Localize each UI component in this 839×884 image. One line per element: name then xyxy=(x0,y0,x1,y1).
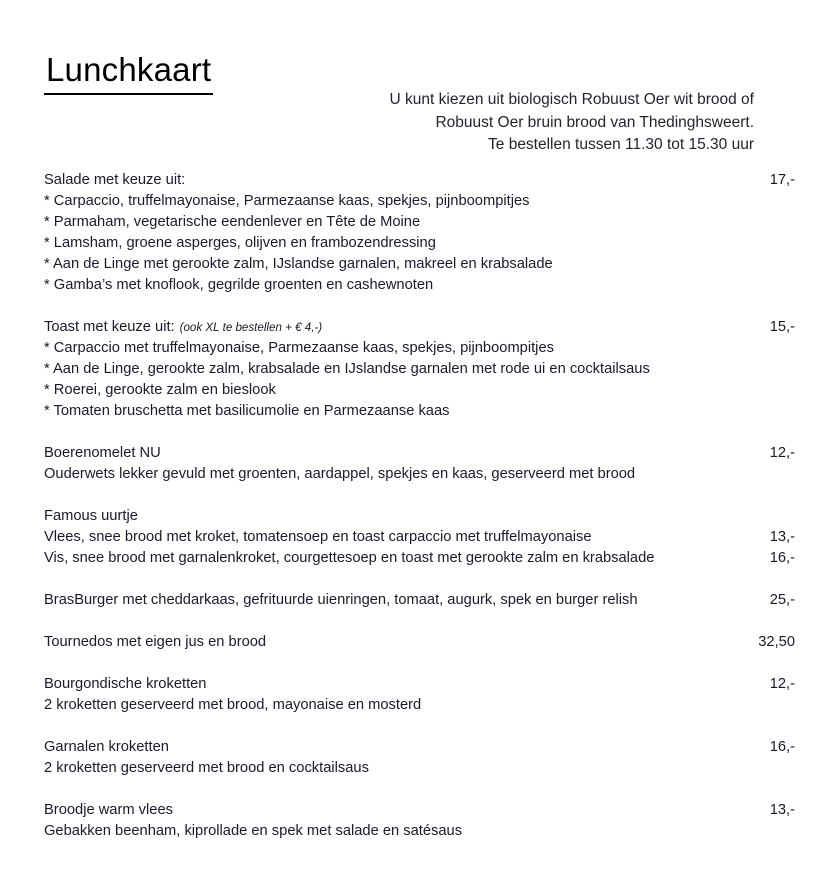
section-option-row-vis xyxy=(44,548,795,569)
section-price: 17,- xyxy=(769,172,795,188)
menu-item: * Aan de Linge met gerookte zalm, IJslandse garnalen, makreel en krabsalade xyxy=(44,256,553,272)
section-heading-row xyxy=(44,590,795,611)
section-price: 13,- xyxy=(769,802,795,818)
menu-item: * Gamba’s met knoflook, gegrilde groenten en cashewnoten xyxy=(44,277,434,293)
section-heading: Bourgondische kroketten xyxy=(44,676,207,692)
intro-line-2: Robuust Oer bruin brood van Thedinghsweert. xyxy=(435,113,754,131)
menu-item: * Carpaccio, truffelmayonaise, Parmezaanse kaas, spekjes, pijnboompitjes xyxy=(44,193,530,209)
section-heading-row xyxy=(44,170,795,191)
intro-line-3: Te bestellen tussen 11.30 tot 15.30 uur xyxy=(488,136,754,153)
menu-section-tournedos xyxy=(44,632,795,653)
section-price: 32,50 xyxy=(758,634,795,650)
menu-item: * Lamsham, groene asperges, olijven en frambozendressing xyxy=(44,235,436,251)
section-price: 25,- xyxy=(769,592,795,608)
menu-section-bourgondische-kroketten xyxy=(44,674,795,716)
section-heading-row xyxy=(44,737,795,758)
section-price: 16,- xyxy=(769,739,795,755)
section-option-row-vlees xyxy=(44,527,795,548)
menu-section-toast xyxy=(44,317,795,422)
intro-line-1: U kunt kiezen uit biologisch Robuust Oer wit brood of xyxy=(389,91,754,108)
section-heading-row xyxy=(44,443,795,464)
section-heading-row xyxy=(44,632,795,653)
section-heading: Broodje warm vlees xyxy=(44,802,173,818)
option-text: Vis, snee brood met garnalenkroket, courgettesoep en toast met gerookte zalm en krabsalade xyxy=(44,550,655,566)
menu-item: * Tomaten bruschetta met basilicumolie en Parmezaanse kaas xyxy=(44,403,450,419)
section-heading: Salade met keuze uit: xyxy=(44,172,186,188)
menu-item: * Roerei, gerookte zalm en bieslook xyxy=(44,382,276,398)
menu-section-famous-uurtje xyxy=(44,506,795,569)
menu-section-garnalen-kroketten xyxy=(44,737,795,779)
menu-section-boerenomelet xyxy=(44,443,795,485)
section-heading-row xyxy=(44,674,795,695)
section-description: Ouderwets lekker gevuld met groenten, aardappel, spekjes en kaas, geserveerd met brood xyxy=(44,466,636,482)
section-heading: Toast met keuze uit: xyxy=(44,319,175,335)
option-price: 16,- xyxy=(769,550,795,566)
menu-sections xyxy=(44,170,795,842)
option-price: 13,- xyxy=(769,529,795,545)
section-description: 2 kroketten geserveerd met brood en cocktailsaus xyxy=(44,760,369,776)
section-heading: BrasBurger met cheddarkaas, gefrituurde uienringen, tomaat, augurk, spek en burger relish xyxy=(44,592,638,608)
section-heading: Famous uurtje xyxy=(44,508,138,524)
menu-item: * Carpaccio met truffelmayonaise, Parmezaanse kaas, spekjes, pijnboompitjes xyxy=(44,340,554,356)
section-price: 12,- xyxy=(769,445,795,461)
page-title-container xyxy=(44,28,213,117)
section-heading: Tournedos met eigen jus en brood xyxy=(44,634,267,650)
menu-section-broodje-warm-vlees xyxy=(44,800,795,842)
menu-section-salade xyxy=(44,170,795,296)
menu-section-brasburger xyxy=(44,590,795,611)
section-heading-row xyxy=(44,317,795,338)
section-heading: Garnalen kroketten xyxy=(44,739,169,755)
section-description: 2 kroketten geserveerd met brood, mayonaise en mosterd xyxy=(44,697,422,713)
menu-item: * Parmaham, vegetarische eendenlever en Tête de Moine xyxy=(44,214,421,230)
page-title: Lunchkaart xyxy=(44,50,213,95)
intro-paragraph xyxy=(300,89,754,157)
menu-item: * Aan de Linge, gerookte zalm, krabsalade en IJslandse garnalen met rode ui en cocktailsaus xyxy=(44,361,650,377)
section-heading-with-note xyxy=(44,317,322,338)
section-price: 12,- xyxy=(769,676,795,692)
section-heading-row xyxy=(44,800,795,821)
section-heading: Boerenomelet NU xyxy=(44,445,161,461)
option-text: Vlees, snee brood met kroket, tomatensoep en toast carpaccio met truffelmayonaise xyxy=(44,529,592,545)
section-note: (ook XL te bestellen + € 4,-) xyxy=(179,321,323,334)
section-description: Gebakken beenham, kiprollade en spek met salade en satésaus xyxy=(44,823,463,839)
section-price: 15,- xyxy=(769,319,795,335)
